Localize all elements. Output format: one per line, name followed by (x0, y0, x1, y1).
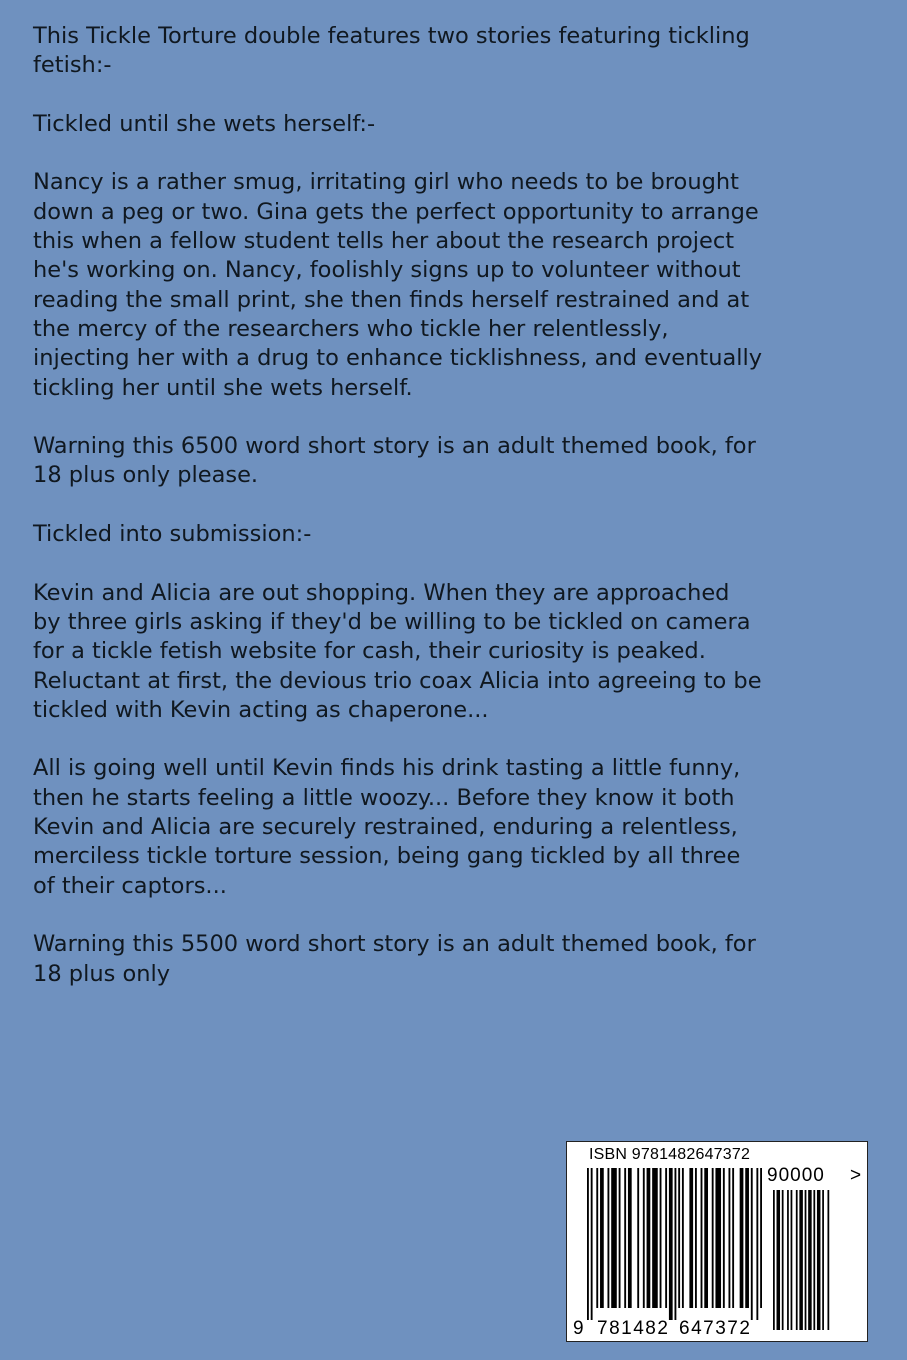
barcode-bar (723, 1168, 725, 1308)
story-two-synopsis-part-two: All is going well until Kevin finds his drink tasting a little funny, then he starts feeling a little woozy... Before they know it both Kevin and Alicia are securely restrained, enduring a relentless, merciless tickle torture session, being gang tickled by all three of their captors... (33, 755, 741, 899)
barcode-bar (624, 1168, 626, 1308)
barcode-bar (728, 1168, 730, 1308)
barcode-bar (660, 1168, 662, 1308)
barcode-bar (695, 1168, 697, 1308)
barcode-bar (732, 1168, 734, 1308)
isbn-digit-group-right: 647372 (679, 1318, 752, 1339)
story-one-title: Tickled until she wets herself:- (33, 110, 376, 137)
back-cover-description (33, 22, 883, 1018)
barcode-bar (827, 1190, 829, 1330)
barcode-bar (805, 1190, 807, 1330)
story-two-synopsis-part-one: Kevin and Alicia are out shopping. When they are approached by three girls asking if they'd be willing to be tickled on camera for a tickle fetish website for cash, their curiosity is peaked. Reluctant at first, the devious trio coax Alicia into agreeing to be tickled with Kevin acting as chaperone... (33, 579, 762, 723)
barcode-bar (607, 1168, 609, 1308)
barcode-bar (799, 1190, 803, 1330)
ean13-bars (587, 1168, 762, 1320)
barcode-bar (678, 1168, 680, 1308)
addon-arrow-mark: > (850, 1165, 862, 1186)
intro-paragraph: This Tickle Torture double features two stories featuring tickling fetish:- (33, 23, 750, 79)
barcode-bar (712, 1168, 714, 1308)
barcode-bar (822, 1190, 824, 1330)
barcode-bar (787, 1190, 789, 1330)
barcode-bar (760, 1168, 762, 1308)
barcode-bar (675, 1168, 677, 1320)
barcode-bar (600, 1168, 604, 1308)
barcode-bar (756, 1168, 758, 1320)
barcode-bar (689, 1168, 693, 1308)
barcode-bar (782, 1190, 784, 1330)
barcode-bar (647, 1168, 651, 1308)
barcode-bar (587, 1168, 589, 1320)
barcode-bar (808, 1190, 812, 1330)
barcode-bar (740, 1168, 744, 1308)
barcode-bar (813, 1190, 815, 1330)
story-two-title: Tickled into submission:- (33, 521, 312, 548)
barcode-bar (704, 1168, 708, 1308)
addon-price-code: 90000 (767, 1165, 825, 1186)
isbn-barcode (566, 1141, 868, 1342)
barcode-bar (643, 1168, 645, 1308)
barcode-bar (777, 1190, 781, 1330)
barcode-bar (611, 1168, 617, 1308)
addon-bars (773, 1190, 831, 1330)
isbn-digit-lead: 9 (573, 1318, 586, 1339)
barcode-bar (665, 1168, 667, 1308)
barcode-bar (751, 1168, 753, 1320)
isbn-label: ISBN 9781482647372 (589, 1146, 751, 1163)
barcode-bar (628, 1168, 632, 1308)
isbn-digit-group-left: 781482 (597, 1318, 670, 1339)
barcode-bar (596, 1168, 598, 1308)
barcode-bar (637, 1168, 639, 1308)
barcode-bar (817, 1190, 821, 1330)
barcode-bar (701, 1168, 703, 1308)
story-one-synopsis: Nancy is a rather smug, irritating girl who needs to be brought down a peg or two. Gina gets the perfect opportunity to arrange this when a fellow student tells her about the research project he's working on. Nancy, foolishly signs up to volunteer without reading the small print, she then finds herself restrained and at the mercy of the researchers who tickle her relentlessly, injecting her with a drug to enhance ticklishness, and eventually tickling her until she wets herself. (33, 169, 763, 401)
barcode-bar (745, 1168, 749, 1308)
story-one-warning: Warning this 6500 word short story is an adult themed book, for 18 plus only please. (33, 433, 756, 489)
barcode-bar (796, 1190, 798, 1330)
barcode-bar (652, 1168, 658, 1308)
barcode-bar (791, 1190, 793, 1330)
story-two-warning: Warning this 5500 word short story is an adult themed book, for 18 plus only (33, 931, 756, 987)
barcode-bar (669, 1168, 673, 1320)
barcode-bar (715, 1168, 721, 1308)
barcode-bar (773, 1190, 775, 1330)
barcode-bar (682, 1168, 684, 1308)
barcode-bar (619, 1168, 621, 1308)
barcode-bar (591, 1168, 593, 1320)
